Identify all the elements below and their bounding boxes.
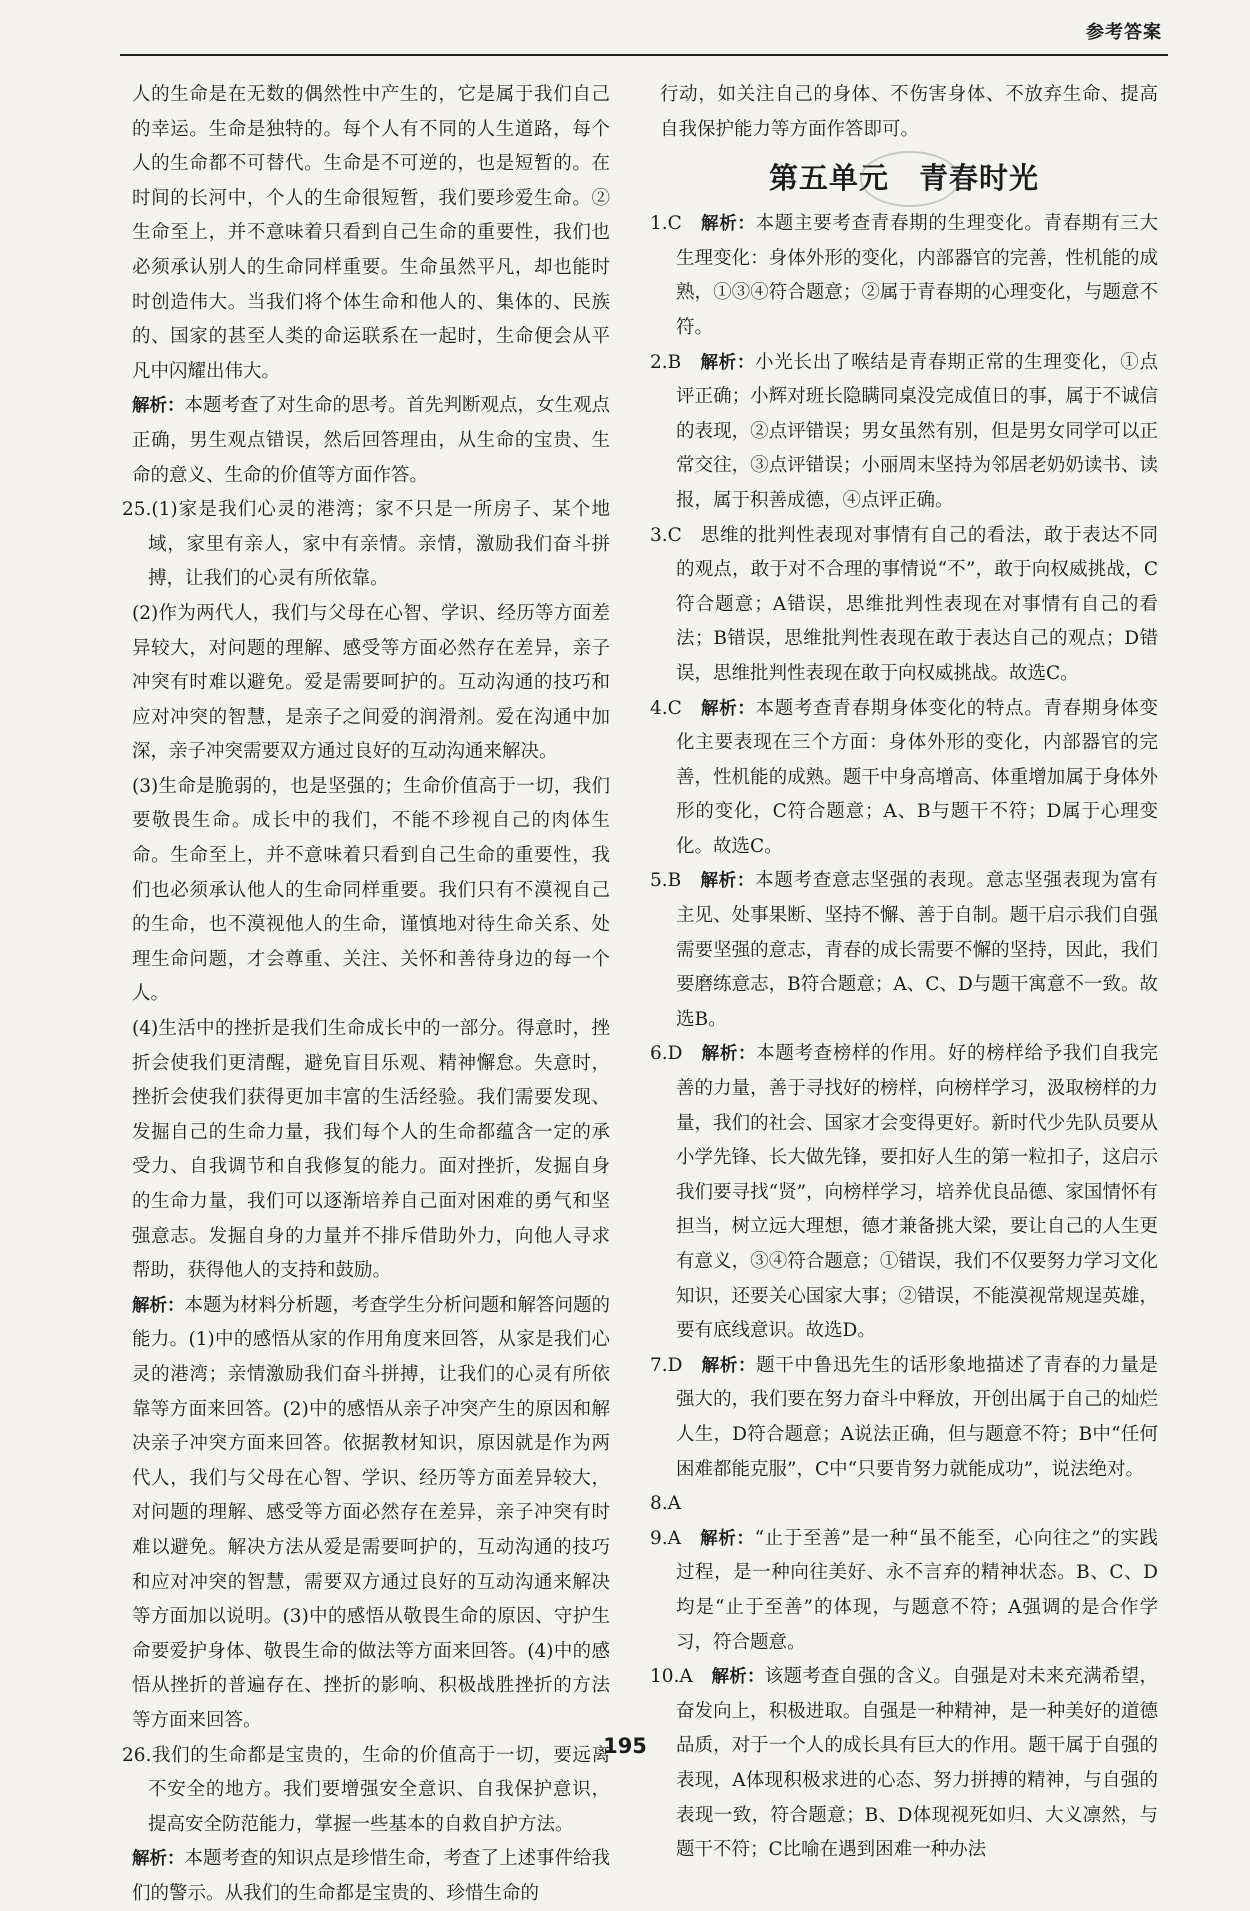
analysis-text: 本题考查榜样的作用。好的榜样给予我们自我完善的力量，善于寻找好的榜样，向榜样学习，汲取榜样的力量，我们的社会、国家才会变得更好。新时代少先队员要从小学先锋、长大做先锋，要扣好人生的第一粒扣子，这启示我们要寻找“贤”，向榜样学习，培养优良品德、家国情怀有担当，树立远大理想，德才兼备挑大梁，要让自己的人生更有意义，③④符合题意；①错误，我们不仅要努力学习文化知识，还要关心国家大事；②错误，不能漠视常规逞英雄，要有底线意识。故选D。 <box>676 1043 1158 1342</box>
answer-25-1: 25.(1)家是我们心灵的港湾；家不只是一所房子、某个地域，家里有亲人，家中有亲情。亲情，激励我们奋斗拼搏，让我们的心灵有所依靠。 <box>122 499 610 590</box>
analysis-text: 本题主要考查青春期的生理变化。青春期有三大生理变化：身体外形的变化，内部器官的完善，性机能的成熟，①③④符合题意；②属于青春期的心理变化，与题意不符。 <box>676 213 1158 338</box>
answer-26: 26.我们的生命都是宝贵的，生命的价值高于一切，要远离不安全的地方。我们要增强安全意识、自我保护意识，提高安全防范能力，掌握一些基本的自救自护方法。 <box>122 1744 610 1835</box>
answer-item <box>650 207 1158 345</box>
analysis-label: 解析： <box>700 1044 757 1065</box>
analysis-text: 本题考查意志坚强的表现。意志坚强表现为富有主见、处事果断、坚持不懈、善于自制。题干启示我们自强需要坚强的意志，青春的成长需要不懈的坚持，因此，我们要磨练意志，B符合题意；A、C、D与题干寓意不一致。故选B。 <box>676 870 1158 1030</box>
analysis-label: 解析： <box>700 698 756 719</box>
header-rule <box>120 54 1168 56</box>
answer-25-2: (2)作为两代人，我们与父母在心智、学识、经历等方面差异较大，对问题的理解、感受等方面必然存在差异，亲子冲突有时难以避免。爱是需要呵护的。互动沟通的技巧和应对冲突的智慧，是亲子之间爱的润滑剂。爱在沟通中加深，亲子冲突需要双方通过良好的互动沟通来解决。 <box>132 602 610 763</box>
answer-item <box>650 1522 1158 1660</box>
answer-item <box>650 692 1158 865</box>
answer-number: 2.B <box>650 351 682 373</box>
answer-item <box>650 519 1158 692</box>
answer-number: 3.C <box>650 524 682 546</box>
answer-number: 6.D <box>650 1043 683 1065</box>
answer-number: 8.A <box>650 1493 682 1515</box>
answer-number: 9.A <box>650 1527 682 1549</box>
analysis-text: 思维的批判性表现对事情有自己的看法，敢于表达不同的观点，敢于对不合理的事情说“不”，敢于向权威挑战，C符合题意；A错误，思维批判性表现在对事情有自己的看法；B错误，思维批判性表现在敢于表达自己的观点；D错误，思维批判性表现在敢于向权威挑战。故选C。 <box>676 524 1158 684</box>
analysis-label: 解析： <box>700 214 756 235</box>
page-number: 195 <box>603 1734 647 1758</box>
analysis-text: 本题为材料分析题，考查学生分析问题和解答问题的能力。(1)中的感悟从家的作用角度来回答，从家是我们心灵的港湾；亲情激励我们奋斗拼搏，让我们的心灵有所依靠等方面来回答。(2)中的感悟从亲子冲突产生的原因和解决亲子冲突方面来回答。依据教材知识，原因就是作为两代人，我们与父母在心智、学识、经历等方面差异较大，对问题的理解、感受等方面必然存在差异，亲子冲突有时难以避免。解决方法从爱是需要呵护的，互动沟通的技巧和应对冲突的智慧，需要双方通过良好的互动沟通来解决等方面加以说明。(3)中的感悟从敬畏生命的原因、守护生命要爱护身体、敬畏生命的做法等方面来回答。(4)中的感悟从挫折的普遍存在、挫折的影响、积极战胜挫折的方法等方面来回答。 <box>132 1294 611 1731</box>
answer-item <box>650 346 1158 519</box>
answer-list <box>650 207 1158 1868</box>
paragraph: 人的生命是在无数的偶然性中产生的，它是属于我们自己的幸运。生命是独特的。每个人有不同的人生道路，每个人的生命都不可替代。生命是不可逆的，也是短暂的。在时间的长河中，个人的生命很短暂，我们要珍爱生命。②生命至上，并不意味着只看到自己生命的重要性，我们也必须承认别人的生命同样重要。生命虽然平凡，却也能时时创造伟大。当我们将个体生命和他人的、集体的、民族的、国家的甚至人类的命运联系在一起时，生命便会从平凡中闪耀出伟大。 <box>132 84 610 382</box>
paragraph: 行动，如关注自己的身体、不伤害身体、不放弃生命、提高自我保护能力等方面作答即可。 <box>660 84 1158 140</box>
analysis-paragraph <box>122 1289 610 1739</box>
left-column <box>122 78 610 1911</box>
unit-title-text: 第五单元 青春时光 <box>768 161 1039 196</box>
analysis-text: 本题考查了对生命的思考。首先判断观点，女生观点正确，男生观点错误，然后回答理由，从生命的宝贵、生命的意义、生命的价值等方面作答。 <box>132 395 611 486</box>
analysis-text: “止于至善”是一种“虽不能至，心向往之”的实践过程，是一种向往美好、永不言弃的精神状态。B、C、D均是“止于至善”的体现，与题意不符；A强调的是合作学习，符合题意。 <box>676 1527 1158 1653</box>
analysis-text: 题干中鲁迅先生的话形象地描述了青春的力量是强大的，我们要在努力奋斗中释放，开创出属于自己的灿烂人生，D符合题意；A说法正确，但与题意不符；B中“任何困难都能克服”，C中“只要肯努力就能成功”，说法绝对。 <box>676 1354 1158 1480</box>
answer-item <box>650 864 1158 1037</box>
analysis-paragraph <box>122 389 610 493</box>
analysis-label: 解析： <box>132 1849 185 1870</box>
analysis-label: 解析： <box>132 396 185 417</box>
answer-number: 1.C <box>650 213 682 235</box>
analysis-label: 解析： <box>699 1528 755 1549</box>
answer-item <box>650 1349 1158 1487</box>
answer-number: 4.C <box>650 697 682 719</box>
answer-25-3: (3)生命是脆弱的，也是坚强的；生命价值高于一切，我们要敬畏生命。成长中的我们，不能不珍视自己的肉体生命。生命至上，并不意味着只看到自己生命的重要性，我们也必须承认他人的生命同样重要。我们只有不漠视自己的生命，也不漠视他人的生命，谨慎地对待生命关系、处理生命问题，才会尊重、关注、关怀和善待身边的每一个人。 <box>132 775 610 1005</box>
analysis-text: 该题考查自强的含义。自强是对未来充满希望，奋发向上，积极进取。自强是一种精神，是一种美好的道德品质，对于一个人的成长具有巨大的作用。题干属于自强的表现，A体现积极求进的心态、努力拼搏的精神，与自强的表现一致，符合题意；B、D体现视死如归、大义凛然，与题干不符；C比喻在遇到困难一种办法 <box>676 1666 1158 1861</box>
analysis-label: 解析： <box>700 1355 757 1376</box>
answer-25-4: (4)生活中的挫折是我们生命成长中的一部分。得意时，挫折会使我们更清醒，避免盲目乐观、精神懈怠。失意时，挫折会使我们获得更加丰富的生活经验。我们需要发现、发掘自己的生命力量，我们每个人的生命都蕴含一定的承受力、自我调节和自我修复的能力。面对挫折，发掘自身的生命力量，我们可以逐渐培养自己面对困难的勇气和坚强意志。发掘自身的力量并不排斥借助外力，向他人寻求帮助，获得他人的支持和鼓励。 <box>132 1018 610 1282</box>
analysis-label: 解析： <box>699 352 756 373</box>
analysis-text: 本题考查的知识点是珍惜生命，考查了上述事件给我们的警示。从我们的生命都是宝贵的、珍惜生命的 <box>132 1848 611 1904</box>
analysis-text: 本题考查青春期身体变化的特点。青春期身体变化主要表现在三个方面：身体外形的变化，内部器官的完善，性机能的成熟。题干中身高增高、体重增加属于身体外形的变化，C符合题意；A、B与题干不符；D属于心理变化。故选C。 <box>676 697 1158 857</box>
unit-title <box>650 149 1158 207</box>
answer-item <box>650 1487 1158 1522</box>
analysis-paragraph <box>122 1842 610 1911</box>
analysis-text: 小光长出了喉结是青春期正常的生理变化，①点评正确；小辉对班长隐瞒同桌没完成值日的事，属于不诚信的表现，②点评错误；男女虽然有别，但是男女同学可以正常交往，③点评错误；小丽周末坚持为邻居老奶奶读书、读报，属于积善成德，④点评正确。 <box>676 351 1158 511</box>
answer-item <box>650 1660 1158 1868</box>
answer-item <box>650 1037 1158 1348</box>
analysis-label: 解析： <box>699 871 756 892</box>
analysis-label: 解析： <box>132 1295 185 1316</box>
header-label: 参考答案 <box>1086 22 1162 43</box>
right-column <box>650 78 1158 1868</box>
answer-number: 7.D <box>650 1354 683 1376</box>
answer-number: 10.A <box>650 1666 693 1688</box>
analysis-label: 解析： <box>711 1667 765 1688</box>
answer-number: 5.B <box>650 870 682 892</box>
